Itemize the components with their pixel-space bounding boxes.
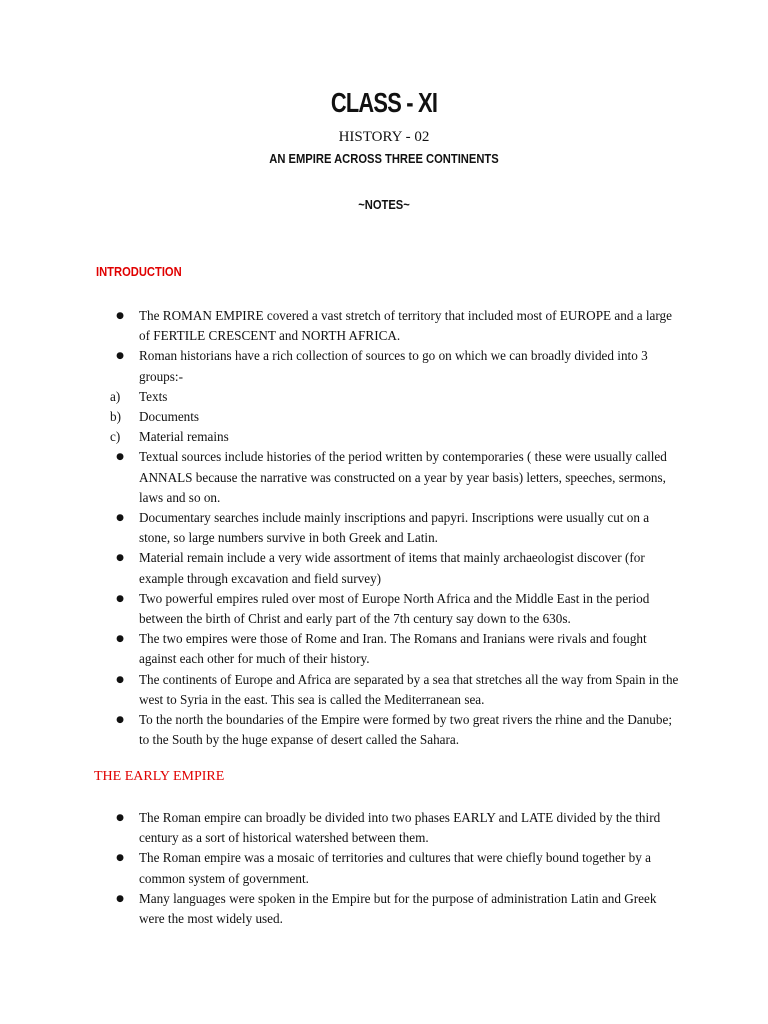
- list-item: [110, 407, 680, 427]
- bullet-icon: ●: [116, 593, 124, 604]
- list-item-text: The Roman empire can broadly be divided into two phases EARLY and LATE divided by the third century as a sort of historical watershed between them.: [139, 810, 661, 846]
- chapter-title: AN EMPIRE ACROSS THREE CONTINENTS: [269, 151, 499, 166]
- list-item: [110, 447, 680, 508]
- list-item: [110, 808, 680, 848]
- list-item: [110, 306, 680, 346]
- list-item-text: The continents of Europe and Africa are separated by a sea that stretches all the way from Spain in the west to Syria in the east. This sea is called the Mediterranean sea.: [139, 671, 679, 707]
- page-title: CLASS - XI: [330, 87, 438, 118]
- list-letter-marker: a): [110, 388, 121, 404]
- list-item-text: Textual sources include histories of the period written by contemporaries ( these were usually called ANNALS because the narrative was constructed on a year by year basis) letters, speeches, sermons, laws and so on.: [139, 449, 667, 505]
- bullet-icon: ●: [116, 893, 124, 904]
- bullet-icon: ●: [116, 553, 124, 564]
- bullet-icon: ●: [116, 513, 124, 524]
- bullet-icon: ●: [116, 674, 124, 685]
- list-item: [110, 508, 680, 548]
- list-item-text: Documentary searches include mainly inscriptions and papyri. Inscriptions were usually cut on a stone, so large numbers survive in both Greek and Latin.: [139, 510, 650, 546]
- bullet-icon: ●: [116, 715, 124, 726]
- list-item: [110, 589, 680, 629]
- list-item-text: Material remains: [139, 429, 229, 445]
- bullet-icon: ●: [116, 351, 124, 362]
- list-item: [110, 848, 680, 888]
- list-letter-marker: c): [110, 429, 121, 445]
- bullet-icon: ●: [116, 853, 124, 864]
- list-item: [110, 889, 680, 929]
- introduction-list: [110, 306, 680, 750]
- list-item: [110, 427, 680, 447]
- list-item: [110, 670, 680, 710]
- list-item-text: Many languages were spoken in the Empire but for the purpose of administration Latin and Greek were the most widely used.: [139, 890, 657, 927]
- list-item: [110, 710, 680, 750]
- list-item: [110, 629, 680, 669]
- list-item-text: Texts: [139, 388, 168, 404]
- list-item-text: The ROMAN EMPIRE covered a vast stretch of territory that included most of EUROPE and a large of FERTILE CRESCENT and NORTH AFRICA.: [139, 308, 672, 344]
- list-item-text: Material remain include a very wide assortment of items that mainly archaeologist discover (for example through excavation and field survey): [139, 550, 645, 586]
- list-item: [110, 346, 680, 386]
- list-letter-marker: b): [110, 409, 121, 425]
- list-item-text: To the north the boundaries of the Empire were formed by two great rivers the rhine and the Danube; to the South by the huge expanse of desert called the Sahara.: [139, 712, 672, 748]
- list-item-text: The two empires were those of Rome and Iran. The Romans and Iranians were rivals and fought against each other for much of their history.: [139, 631, 647, 667]
- list-item: [110, 548, 680, 588]
- introduction-heading: INTRODUCTION: [96, 264, 182, 279]
- bullet-icon: ●: [116, 813, 124, 823]
- list-item: [110, 387, 680, 407]
- list-item-text: Two powerful empires ruled over most of Europe North Africa and the Middle East in the period between the birth of Christ and early part of the 7th century say down to the 630s.: [139, 590, 650, 627]
- bullet-icon: ●: [116, 634, 124, 645]
- bullet-icon: ●: [116, 452, 124, 463]
- early-empire-list: [110, 808, 680, 929]
- list-item-text: Roman historians have a rich collection of sources to go on which we can broadly divided into 3 groups:-: [139, 348, 648, 384]
- subject-subtitle: HISTORY - 02: [338, 129, 430, 145]
- notes-label: ~NOTES~: [358, 197, 410, 212]
- list-item-text: The Roman empire was a mosaic of territories and cultures that were chiefly bound together by a common system of government.: [139, 850, 651, 886]
- bullet-icon: ●: [116, 311, 124, 321]
- list-item-text: Documents: [139, 409, 200, 425]
- early-empire-heading: THE EARLY EMPIRE: [94, 769, 225, 784]
